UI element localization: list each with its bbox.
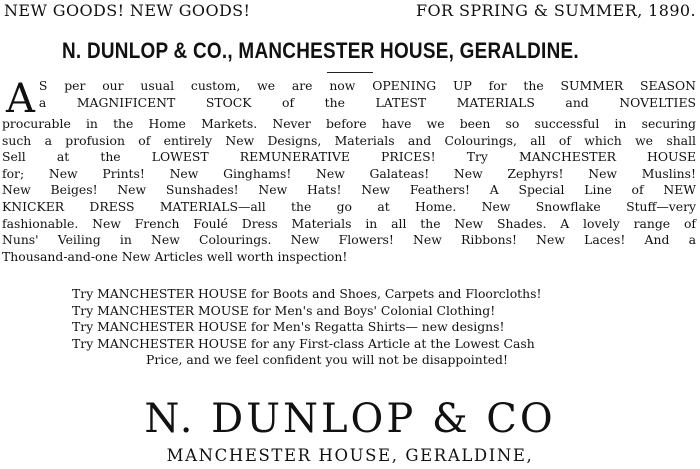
title-rule <box>327 72 373 73</box>
body-line: procurable in the Home Markets. Never before have we been so successful in securing <box>2 116 696 131</box>
drop-cap: A <box>6 76 35 122</box>
body-line: Sell at the LOWEST REMUNERATIVE PRICES! Try MANCHESTER HOUSE <box>2 149 696 165</box>
advert-body <box>2 78 696 265</box>
try-line: Try MANCHESTER HOUSE for any First-class Article at the Lowest Cash <box>72 335 535 351</box>
body-line: New Beiges! New Sunshades! New Hats! New Feathers! A Special Line of NEW <box>2 182 696 198</box>
header-right: FOR SPRING & SUMMER, 1890. <box>416 1 696 20</box>
body-line: Nuns' Veiling in New Colourings. New Flowers! New Ribbons! New Laces! And a <box>2 232 696 248</box>
try-list <box>0 286 700 369</box>
try-line: Try MANCHESTER HOUSE for Boots and Shoes, Carpets and Floorcloths! <box>72 286 542 301</box>
try-line: Try MANCHESTER HOUSE for Men's Regatta Shirts— new designs! <box>72 319 505 335</box>
body-line-last: Thousand-and-one New Articles well worth inspection! <box>2 248 348 264</box>
body-line: fashionable. New French Foulé Dress Materials in all the New Shades. A lovely range of <box>2 215 696 231</box>
try-line: Price, and we feel confident you will not be disappointed! <box>146 352 508 368</box>
big-firm-name: N. DUNLOP & CO <box>144 396 556 442</box>
body-line: KNICKER DRESS MATERIALS—all the go at Home. New Snowflake Stuff—very <box>2 198 696 214</box>
body-line: such a profusion of entirely New Designs, Materials and Colourings, all of which we shall <box>2 132 696 148</box>
header-left: NEW GOODS! NEW GOODS! <box>4 1 251 20</box>
body-line: for; New Prints! New Ginghams! New Galateas! New Zephyrs! New Muslins! <box>2 165 696 181</box>
body-line: a MAGNIFICENT STOCK of the LATEST MATERIALS and NOVELTIES <box>38 94 696 110</box>
try-line: Try MANCHESTER MOUSE for Men's and Boys' Colonial Clothing! <box>72 302 496 318</box>
body-line: S per our usual custom, we are now OPENING UP for the SUMMER SEASON <box>38 78 696 93</box>
firm-address: MANCHESTER HOUSE, GERALDINE, <box>166 446 534 465</box>
firm-title: N. DUNLOP & CO., MANCHESTER HOUSE, GERALDINE. <box>62 38 579 63</box>
advert-header <box>4 1 696 20</box>
